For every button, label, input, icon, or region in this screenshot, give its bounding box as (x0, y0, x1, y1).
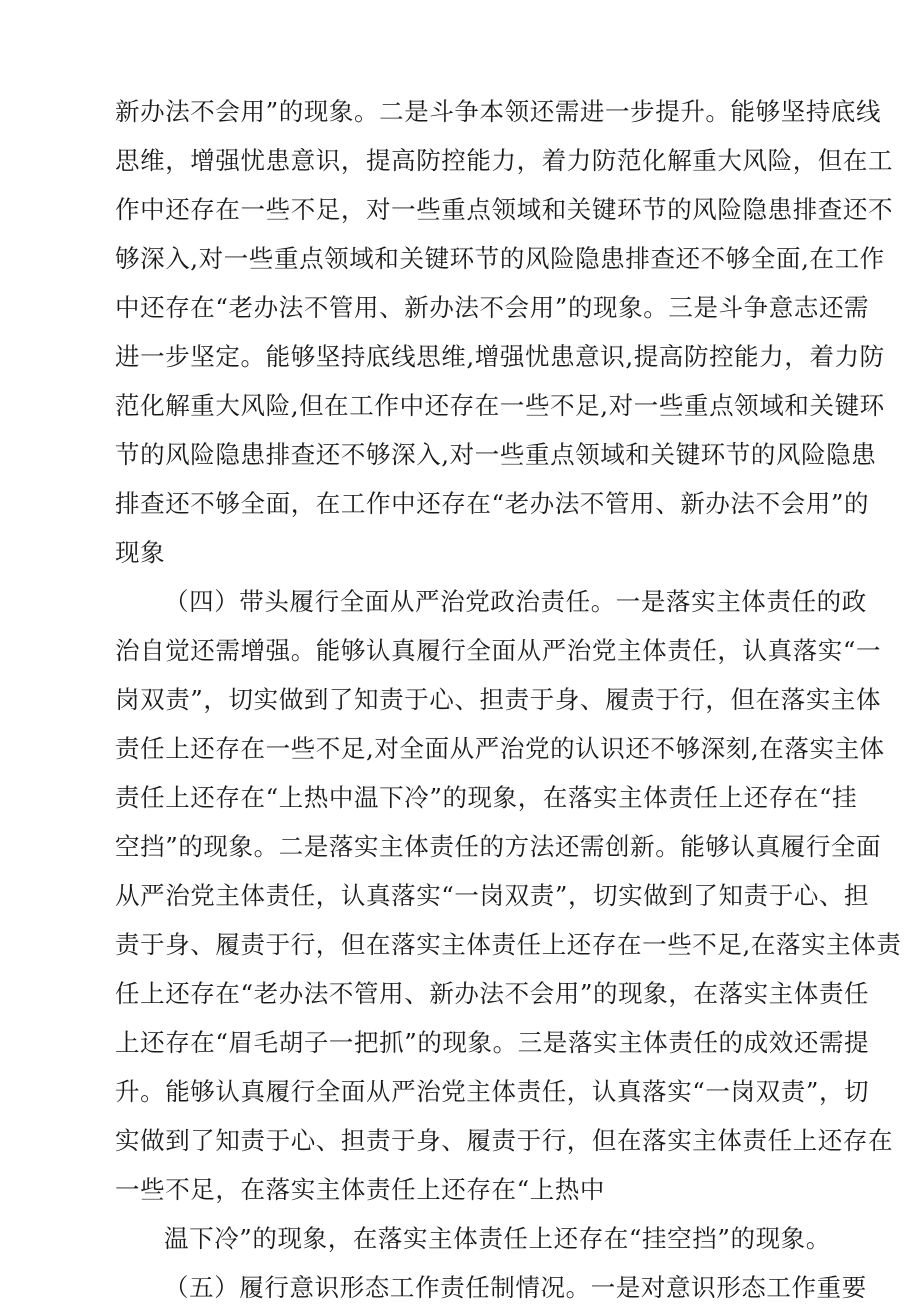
text-line: 现象 (115, 538, 166, 567)
text-line: 范化解重大风险,但在工作中还存在一些不足,对一些重点领域和关键环 (115, 391, 885, 420)
text-line: 责任上还存在“上热中温下冷”的现象，在落实主体责任上还存在“挂 (115, 783, 858, 812)
text-line: 新办法不会用”的现象。二是斗争本领还需进一步提升。能够坚持底线 (115, 97, 882, 126)
text-line: 责于身、履责于行，但在落实主体责任上还存在一些不足,在落实主体责 (115, 930, 902, 959)
text-line: 节的风险隐患排查还不够深入,对一些重点领域和关键环节的风险隐患 (115, 440, 877, 469)
text-line: 一些不足，在落实主体责任上还存在“上热中 (115, 1175, 606, 1204)
text-line: 升。能够认真履行全面从严治党主体责任，认真落实“一岗双责”，切 (115, 1077, 870, 1106)
text-line: 岗双责”，切实做到了知责于心、担责于身、履责于行，但在落实主体 (115, 685, 882, 714)
section-heading-4: （四）带头履行全面从严治党政治责任。一是落实主体责任的政 (164, 587, 867, 616)
text-line: 实做到了知责于心、担责于身、履责于行，但在落实主体责任上还存在 (115, 1126, 894, 1155)
text-line: 进一步坚定。能够坚持底线思维,增强忧患意识,提高防控能力，着力防 (115, 342, 885, 371)
section-heading-5: （五）履行意识形态工作责任制情况。一是对意识形态工作重要 (164, 1273, 867, 1302)
text-line: 任上还存在“老办法不管用、新办法不会用”的现象，在落实主体责任 (115, 979, 870, 1008)
text-line: 温下冷”的现象，在落实主体责任上还存在“挂空挡”的现象。 (164, 1224, 831, 1253)
text-line: 治自觉还需增强。能够认真履行全面从严治党主体责任，认真落实“一 (115, 636, 882, 665)
text-line: 思维，增强忧患意识，提高防控能力，着力防范化解重大风险，但在工 (115, 146, 894, 175)
text-line: 作中还存在一些不足，对一些重点领域和关键环节的风险隐患排查还不 (115, 195, 894, 224)
text-line: 从严治党主体责任，认真落实“一岗双责”，切实做到了知责于心、担 (115, 881, 870, 910)
text-line: 排查还不够全面，在工作中还存在“老办法不管用、新办法不会用”的 (115, 489, 870, 518)
text-line: 空挡”的现象。二是落实主体责任的方法还需创新。能够认真履行全面 (115, 832, 882, 861)
text-line: 够深入,对一些重点领域和关键环节的风险隐患排查还不够全面,在工作 (115, 244, 885, 273)
text-line: 责任上还存在一些不足,对全面从严治党的认识还不够深刻,在落实主体 (115, 734, 885, 763)
text-line: 中还存在“老办法不管用、新办法不会用”的现象。三是斗争意志还需 (115, 293, 870, 322)
text-line: 上还存在“眉毛胡子一把抓”的现象。三是落实主体责任的成效还需提 (115, 1028, 870, 1057)
